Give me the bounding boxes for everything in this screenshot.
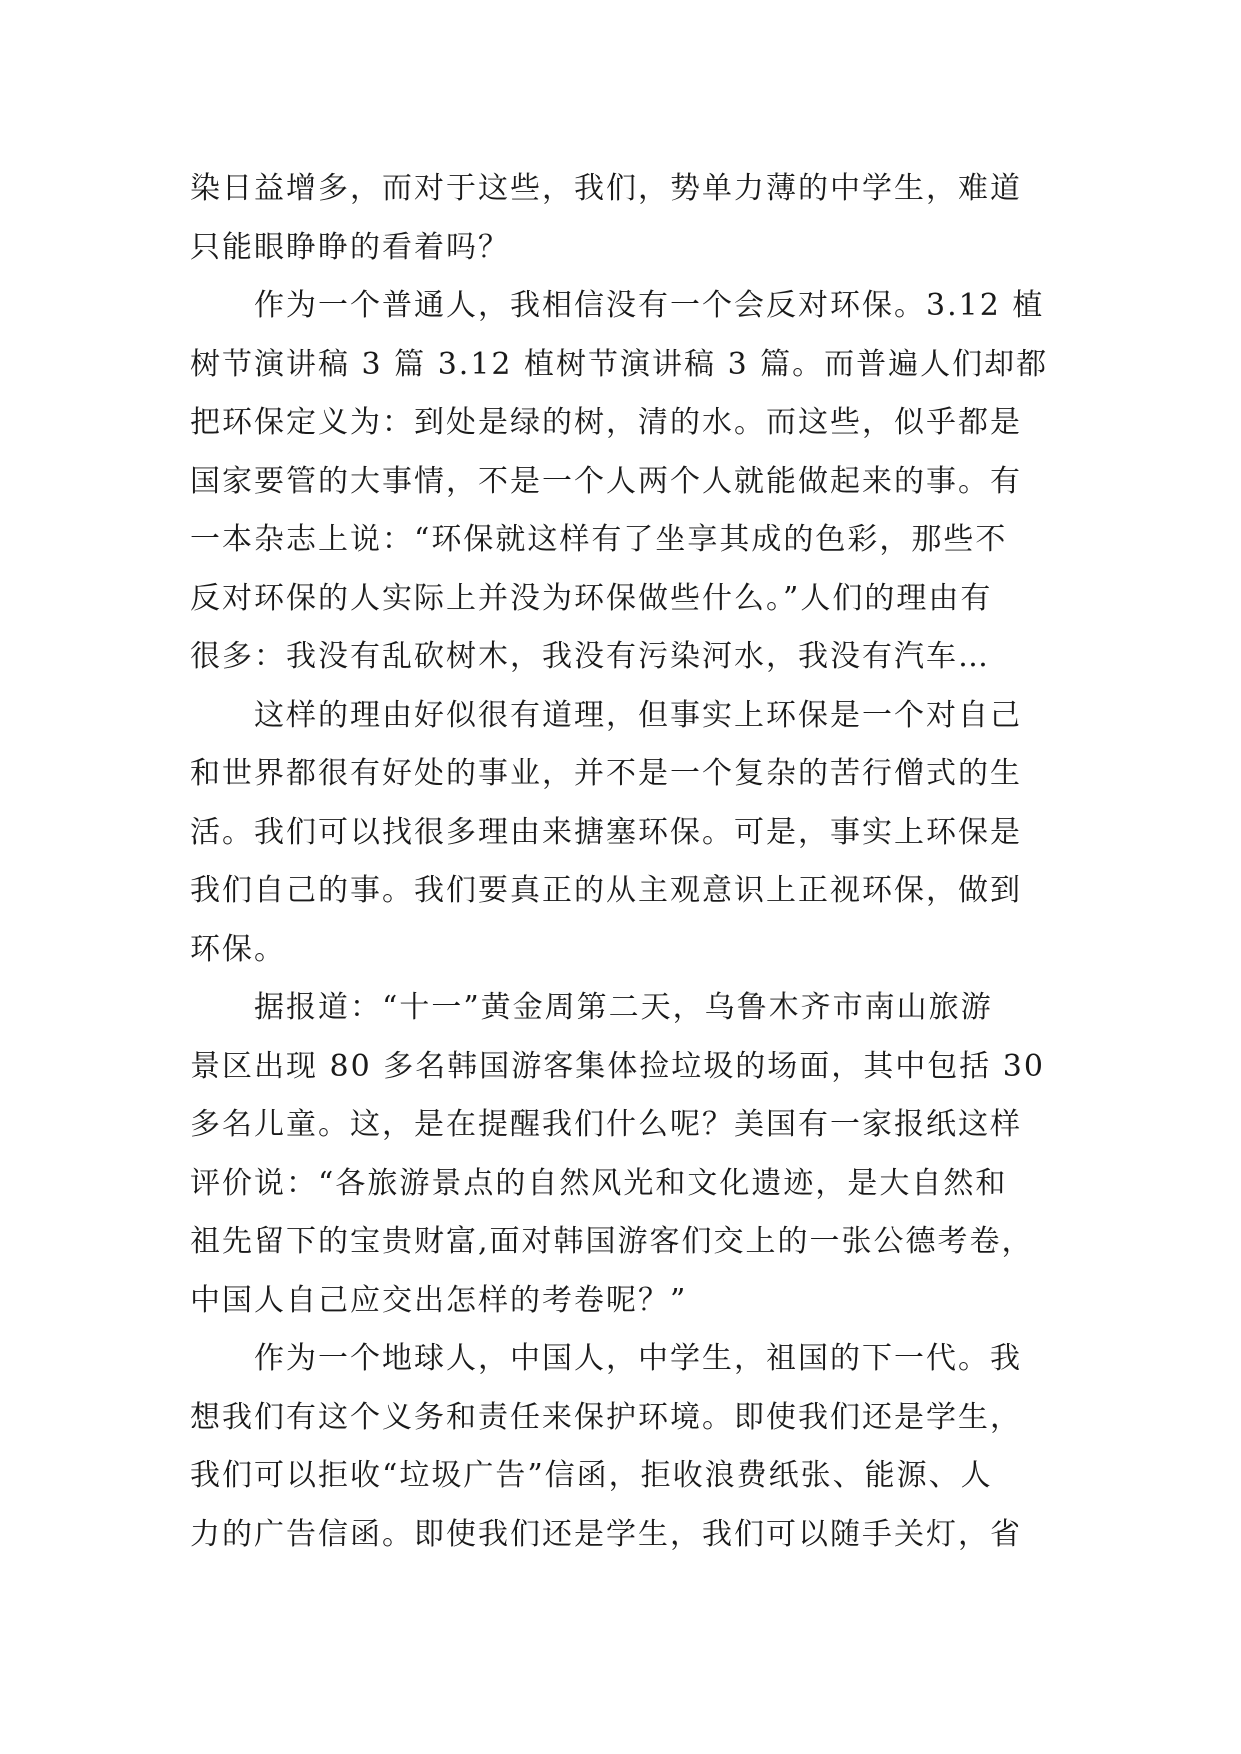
- text-line: [190, 804, 1060, 863]
- line-text: 环保。: [190, 931, 286, 967]
- paragraph: [190, 979, 1060, 1330]
- paragraph: [190, 1330, 1060, 1564]
- text-line: [190, 745, 1060, 804]
- line-text: 多名儿童。这，是在提醒我们什么呢？美国有一家报纸这样: [190, 1107, 1022, 1142]
- body-text: [190, 160, 1060, 1564]
- text-line: [190, 453, 1060, 512]
- text-line: [190, 219, 1060, 278]
- text-line: [190, 336, 1060, 395]
- line-text: 我们自己的事。我们要真正的从主观意识上正视环保，做到: [190, 873, 1022, 908]
- line-text: 染日益增多，而对于这些，我们，势单力薄的中学生，难道: [190, 171, 1022, 206]
- text-line: [190, 1272, 1060, 1331]
- line-text: 祖先留下的宝贵财富,面对韩国游客们交上的一张公德考卷，: [190, 1224, 1034, 1259]
- line-text: 活。我们可以找很多理由来搪塞环保。可是，事实上环保是: [190, 814, 1022, 850]
- text-line: [190, 394, 1060, 453]
- line-text: 只能眼睁睁的看着吗？: [190, 229, 510, 265]
- text-line: [190, 1213, 1060, 1272]
- text-line: [190, 1389, 1060, 1448]
- line-text: 力的广告信函。即使我们还是学生，我们可以随手关灯，省: [190, 1516, 1022, 1552]
- paragraph: [190, 277, 1060, 687]
- line-text: 这样的理由好似很有道理，但事实上环保是一个对自己: [254, 697, 1022, 733]
- text-line: [190, 1330, 1060, 1389]
- line-text: 评价说：“各旅游景点的自然风光和文化遗迹，是大自然和: [190, 1165, 1008, 1201]
- text-line: [190, 862, 1060, 921]
- text-line: [190, 277, 1060, 336]
- line-text: 一本杂志上说：“环保就这样有了坐享其成的色彩，那些不: [190, 522, 1008, 557]
- text-line: [190, 570, 1060, 629]
- text-line: [190, 979, 1060, 1038]
- line-text: 作为一个普通人，我相信没有一个会反对环保。3.12 植: [254, 288, 1045, 323]
- text-line: [190, 1155, 1060, 1214]
- line-text: 景区出现 80 多名韩国游客集体捡垃圾的场面，其中包括 30: [190, 1048, 1045, 1084]
- line-text: 把环保定义为：到处是绿的树，清的水。而这些，似乎都是: [190, 405, 1022, 440]
- paragraph: [190, 160, 1060, 277]
- line-text: 我们可以拒收“垃圾广告”信函，拒收浪费纸张、能源、人: [190, 1458, 993, 1493]
- text-line: [190, 1506, 1060, 1565]
- line-text: 很多：我没有乱砍树木，我没有污染河水，我没有汽车…: [190, 639, 990, 674]
- line-text: 中国人自己应交出怎样的考卷呢？”: [190, 1282, 688, 1318]
- text-line: [190, 628, 1060, 687]
- text-line: [190, 921, 1060, 980]
- line-text: 作为一个地球人，中国人，中学生，祖国的下一代。我: [254, 1341, 1022, 1376]
- text-line: [190, 1038, 1060, 1097]
- text-line: [190, 1096, 1060, 1155]
- text-line: [190, 511, 1060, 570]
- line-text: 想我们有这个义务和责任来保护环境。即使我们还是学生，: [190, 1399, 1022, 1435]
- line-text: 国家要管的大事情，不是一个人两个人就能做起来的事。有: [190, 463, 1022, 499]
- paragraph: [190, 687, 1060, 980]
- line-text: 树节演讲稿 3 篇 3.12 植树节演讲稿 3 篇。而普遍人们却都: [190, 346, 1049, 382]
- text-line: [190, 1447, 1060, 1506]
- line-text: 据报道：“十一”黄金周第二天，乌鲁木齐市南山旅游: [254, 990, 993, 1025]
- text-line: [190, 687, 1060, 746]
- text-line: [190, 160, 1060, 219]
- line-text: 和世界都很有好处的事业，并不是一个复杂的苦行僧式的生: [190, 756, 1022, 791]
- line-text: 反对环保的人实际上并没为环保做些什么。”人们的理由有: [190, 580, 993, 616]
